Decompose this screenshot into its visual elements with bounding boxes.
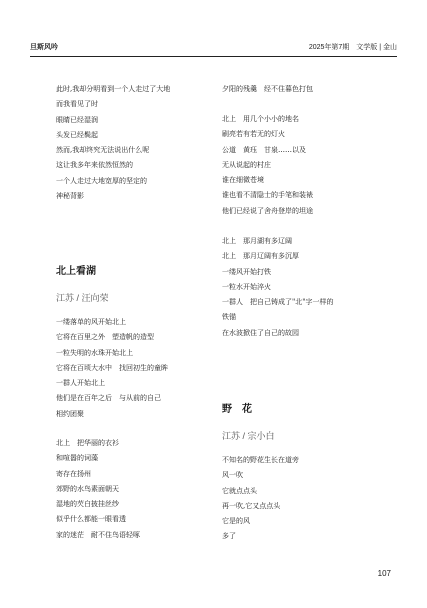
poem-author: 江苏 / 宗小白 <box>222 431 275 441</box>
poem-line: 和喧嚣的词藻 <box>56 454 98 463</box>
poem-stanza-left-2 <box>56 436 216 543</box>
poem-line: 神秘背影 <box>56 192 84 201</box>
header-rule <box>30 56 397 57</box>
poem-line: 北上 那月辽阔有多沉厚 <box>222 252 299 261</box>
poem-line: 它将在百顷大水中 找回初生的童眸 <box>56 363 168 372</box>
poem-line: 谁在细微苍境 <box>222 176 264 185</box>
poem-line: 夕阳的残羹 经不住暮色打包 <box>222 85 313 93</box>
poem-line: 寄存在扬州 <box>56 469 91 478</box>
poem-line: 家的迷茫 耐不住鸟语轻啄 <box>56 530 140 539</box>
poem-line: 公道 黄珏 甘泉……以及 <box>222 145 306 154</box>
poem-line: 相约团聚 <box>56 409 84 418</box>
poem-line: 郊野的水鸟素面朝天 <box>56 484 119 493</box>
poem-line: 谁也看不清隐士的手笔和装裱 <box>222 191 313 200</box>
poem-author-left <box>56 292 216 304</box>
issue-info: 2025年第7期 文学版 | 金山 <box>308 44 397 51</box>
poem-line: 风一吹 <box>222 471 243 480</box>
poem-line: 北上 把华丽的衣衫 <box>56 439 119 447</box>
poem-line: 然而,我却终究无法说出什么呢 <box>56 146 150 155</box>
poem-author: 江苏 / 汪向荣 <box>56 293 109 303</box>
poem-line: 一粒水开始淬火 <box>222 282 271 291</box>
poem-title-right <box>222 403 382 417</box>
page-header <box>30 40 397 54</box>
poem-line: 在水波掀住了自己的故园 <box>222 328 299 337</box>
poem-stanza-right-3 <box>222 234 382 341</box>
poem-line: 它将在百里之外 塑造帆的造型 <box>56 333 154 342</box>
poem-line: 他们已经说了舍舟登岸的坦途 <box>222 206 313 215</box>
poem-line: 一缕风开始打铁 <box>222 267 271 276</box>
poem-line: 此时,我却分明看到一个人走过了大地 <box>56 85 171 93</box>
poem-line: 多了 <box>222 532 236 541</box>
poem-title-left <box>56 265 216 279</box>
poem-line: 湿地的芡白披挂丝纱 <box>56 500 119 509</box>
poem-line: 一缕落单的风开始北上 <box>56 318 126 326</box>
poem-line: 北上 用几个小小的地名 <box>222 115 299 123</box>
poem-continuation-left <box>56 82 216 204</box>
poem-line: 而我看见了时 <box>56 100 98 109</box>
poem-line: 一群人开始北上 <box>56 379 105 388</box>
poem-line: 它是的风 <box>222 517 250 526</box>
poem-line: 他们是在百年之后 与从前的自己 <box>56 394 161 403</box>
poem-line: 不知名的野花生长在道旁 <box>222 456 299 464</box>
poem-line: 再一吹,它又点点头 <box>222 501 281 510</box>
poem-line: 铁锚 <box>222 313 236 322</box>
poem-line: 它就点点头 <box>222 486 257 495</box>
poem-line: 一群人 把自己铸成了"北"字一样的 <box>222 298 334 307</box>
poem-stanza-right-1 <box>222 82 382 97</box>
poem-line: 这让我多年来依然恒然的 <box>56 161 133 170</box>
poem-author-right <box>222 430 382 442</box>
poem-stanza-right-2 <box>222 112 382 219</box>
poem-stanza-right-4 <box>222 453 382 545</box>
poem-line: 似乎什么都能一眼看透 <box>56 515 126 524</box>
poem-line: 无从说起的村庄 <box>222 160 271 169</box>
poem-line: 一个人走过大地宽厚的坚定的 <box>56 176 147 185</box>
poem-title: 北上看湖 <box>56 266 96 277</box>
poem-stanza-left-1 <box>56 315 216 422</box>
poem-line: 头发已经鬓起 <box>56 130 98 139</box>
poem-line: 北上 那月湖有多辽阔 <box>222 237 292 245</box>
poem-line: 眼睛已经湿润 <box>56 115 98 124</box>
poem-line: 刷亮若有若无的灯火 <box>222 130 285 139</box>
poem-line: 一粒失明的水珠开始北上 <box>56 348 133 357</box>
page-number: 107 <box>377 569 391 578</box>
poem-title: 野 花 <box>222 404 252 415</box>
magazine-brand: 旦斯风吟 <box>30 44 58 51</box>
